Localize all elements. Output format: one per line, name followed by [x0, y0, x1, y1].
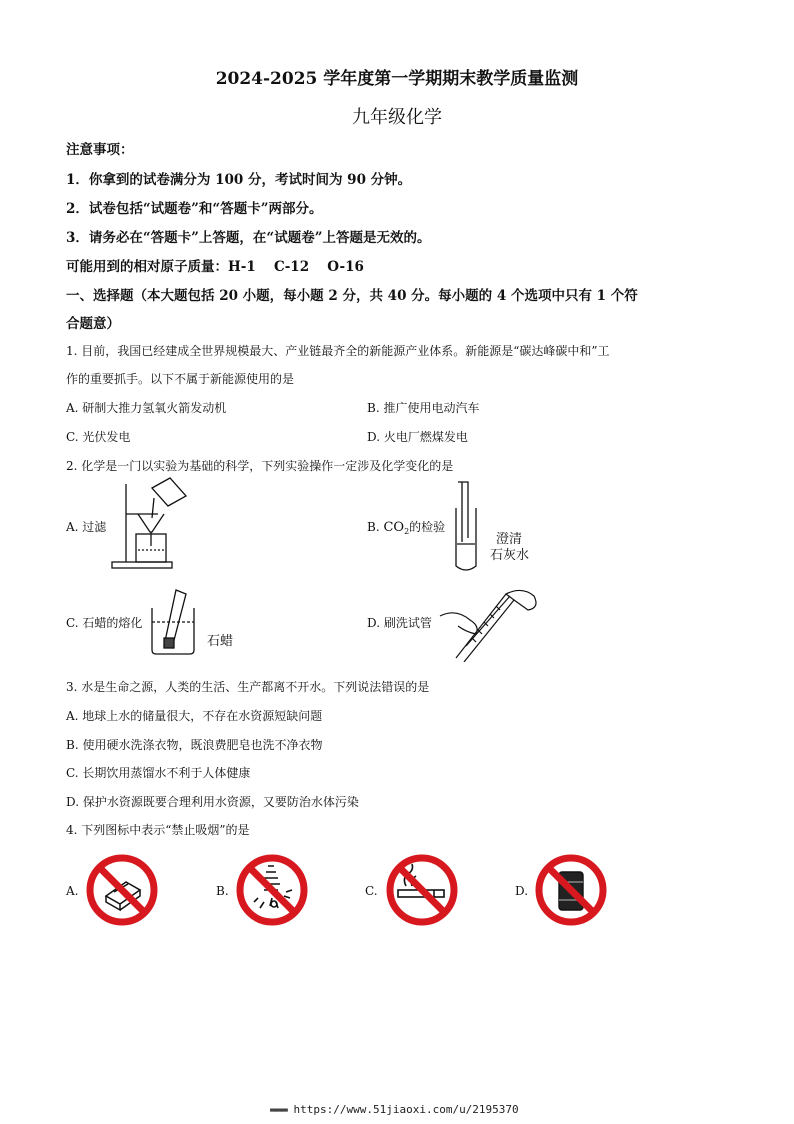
section-heading-line1: 一、选择题（本大题包括 20 小题，每小题 2 分，共 40 分。每小题的 4 个选项中只有 1 个符	[66, 288, 638, 304]
footer-url: https://www.51jiaoxi.com/u/2195370	[293, 1103, 519, 1116]
q2-option-b-prefix: B.	[367, 520, 384, 534]
q3-option-a: A. 地球上水的储量很大，不存在水资源短缺问题	[66, 709, 323, 723]
atomic-mass-line: 可能用到的相对原子质量：H-1 C-12 O-16	[66, 259, 364, 275]
q2-option-b-suffix: 的检验	[409, 520, 446, 534]
co2-subscript: 2	[404, 527, 410, 536]
q4-option-d: D.	[515, 884, 529, 898]
no-barrel-icon	[533, 852, 609, 928]
footer-watermark	[270, 1103, 519, 1116]
q3-option-c: C. 长期饮用蒸馏水不利于人体健康	[66, 766, 251, 780]
q1-option-a: A. 研制大推力氢氧火箭发动机	[66, 401, 227, 415]
no-smoking-icon	[384, 852, 460, 928]
q3-option-b: B. 使用硬水洗涤衣物，既浪费肥皂也洗不净衣物	[66, 738, 323, 752]
limewater-label-line2: 石灰水	[490, 548, 530, 563]
q2-option-a: A. 过滤	[66, 520, 107, 534]
q2-option-d: D. 刷洗试管	[367, 616, 432, 630]
q4-option-c: C.	[365, 884, 378, 898]
notes-item-3: 3．请务必在“答题卡”上答题，在“试题卷”上答题是无效的。	[66, 230, 431, 246]
q4-option-a: A.	[66, 884, 79, 898]
q2-option-b	[367, 518, 445, 536]
q1-option-d: D. 火电厂燃煤发电	[367, 430, 468, 444]
footer-logo-icon: ▬▬▬	[270, 1103, 287, 1116]
no-fireworks-icon	[234, 852, 310, 928]
notes-item-1: 1．你拿到的试卷满分为 100 分，考试时间为 90 分钟。	[66, 172, 412, 188]
exam-title: 2024-2025 学年度第一学期期末教学质量监测	[215, 69, 579, 89]
section-heading-line2: 合题意）	[66, 316, 120, 332]
q2-stem: 2. 化学是一门以实验为基础的科学，下列实验操作一定涉及化学变化的是	[66, 459, 454, 473]
notes-item-2: 2．试卷包括“试题卷”和“答题卡”两部分。	[66, 201, 323, 217]
exam-subtitle: 九年级化学	[352, 107, 442, 128]
q4-stem: 4. 下列图标中表示“禁止吸烟”的是	[66, 823, 250, 837]
wax-label: 石蜡	[207, 634, 234, 649]
limewater-test-tube-figure	[452, 478, 492, 574]
q4-option-b: B.	[216, 884, 229, 898]
q1-stem-line1: 1. 目前，我国已经建成全世界规模最大、产业链最齐全的新能源产业体系。新能源是“碳达峰碳中和”工	[66, 344, 610, 358]
q1-option-b: B. 推广使用电动汽车	[367, 401, 480, 415]
q1-stem-line2: 作的重要抓手。以下不属于新能源使用的是	[66, 372, 295, 386]
no-matches-icon	[84, 852, 160, 928]
q3-option-d: D. 保护水资源既要合理利用水资源，又要防治水体污染	[66, 795, 359, 809]
notes-heading: 注意事项：	[66, 142, 134, 158]
q1-option-c: C. 光伏发电	[66, 430, 131, 444]
co2-formula: CO	[383, 520, 405, 535]
wax-melting-beaker-figure	[148, 588, 208, 658]
test-tube-brushing-figure	[436, 586, 546, 662]
q2-option-c: C. 石蜡的熔化	[66, 616, 143, 630]
q3-stem: 3. 水是生命之源，人类的生活、生产都离不开水。下列说法错误的是	[66, 680, 430, 694]
limewater-label-line1: 澄清	[496, 532, 523, 547]
filtration-apparatus-figure	[108, 474, 198, 574]
